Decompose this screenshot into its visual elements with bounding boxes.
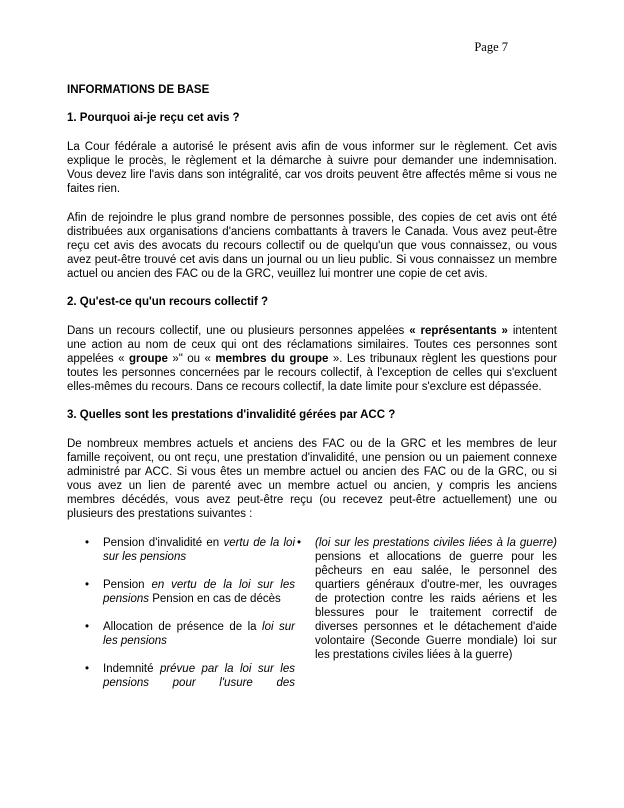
question-1-paragraph-1: La Cour fédérale a autorisé le présent avis afin de vous informer sur le règlement. Cet avis explique le procès, le règlement et la démarche à suivre pour demander une indemnisation. Vous devez lire l'avis dans son intégralité, car vos droits peuvent être affectés même si vous ne faites rien. [67,141,557,195]
benefits-list-right-column [295,536,557,704]
question-2-heading: 2. Qu'est-ce qu'un recours collectif ? [67,296,269,308]
page-number: Page 7 [474,40,508,54]
document-title: INFORMATIONS DE BASE [67,84,210,96]
question-2-paragraph-1: Dans un recours collectif, une ou plusieurs personnes appelées « représentants » intentent une action au nom de ceux qui ont des réclamations similaires. Toutes ces personnes sont appelées « groupe »" ou « membres du groupe ». Les tribunaux règlent les questions pour toutes les personnes concernées par le recours collectif, à l'exception de celles qui s'excluent elles-mêmes du recours. Dans ce recours collectif, la date limite pour s'exclure est dépassée. [67,325,557,393]
question-3-paragraph-1: De nombreux membres actuels et anciens des FAC ou de la GRC et les membres de leur famille reçoivent, ou ont reçu, une prestation d'invalidité, une pension ou un paiement connexe administré par ACC. Si vous êtes un membre actuel ou ancien des FAC ou de la GRC, ou si vous avez un lien de parenté avec un membre actuel ou ancien, y compris les anciens membres décédés, vous avez peut-être reçu (ou recevez peut-être actuellement) une ou plusieurs des prestations suivantes : [67,438,557,520]
benefits-list [67,536,557,704]
bullet-item-pension-deces: • Pension en vertu de la loi sur les pensions Pension en cas de décès [67,578,295,606]
bullet-item-indemnite-usure: • Indemnité prévue par la loi sur les pensions pour l'usure des [67,662,295,690]
question-3-heading: 3. Quelles sont les prestations d'invalidité gérées par ACC ? [67,409,396,421]
question-1-heading: 1. Pourquoi ai-je reçu cet avis ? [67,112,240,124]
bullet-item-pension-invalidite: • Pension d'invalidité en vertu de la loi sur les pensions [67,536,295,564]
bullet-item-allocation-presence: • Allocation de présence de la loi sur les pensions [67,620,295,648]
question-1-paragraph-2: Afin de rejoindre le plus grand nombre de personnes possible, des copies de cet avis ont été distribuées aux organisations d'anciens combattants à travers le Canada. Vous avez peut-être reçu cet avis des avocats du recours collectif ou de quelqu'un que vous connaissez, ou vous avez peut-être trouvé cet avis dans un journal ou un lieu public. Si vous connaissez un membre actuel ou ancien des FAC ou de la GRC, veuillez lui montrer une copie de cet avis. [67,212,557,280]
bullet-item-prestations-civiles-guerre: • (loi sur les prestations civiles liées à la guerre) pensions et allocations de guerre pour les pêcheurs en eau salée, le personnel des quartiers généraux d'outre-mer, les ouvrages de protection contre les raids aériens et les blessures pour le traitement correctif de diverses personnes et le détachement d'aide volontaire (Seconde Guerre mondiale) loi sur les prestations civiles liées à la guerre) [295,536,557,662]
benefits-list-left-column [67,536,295,704]
